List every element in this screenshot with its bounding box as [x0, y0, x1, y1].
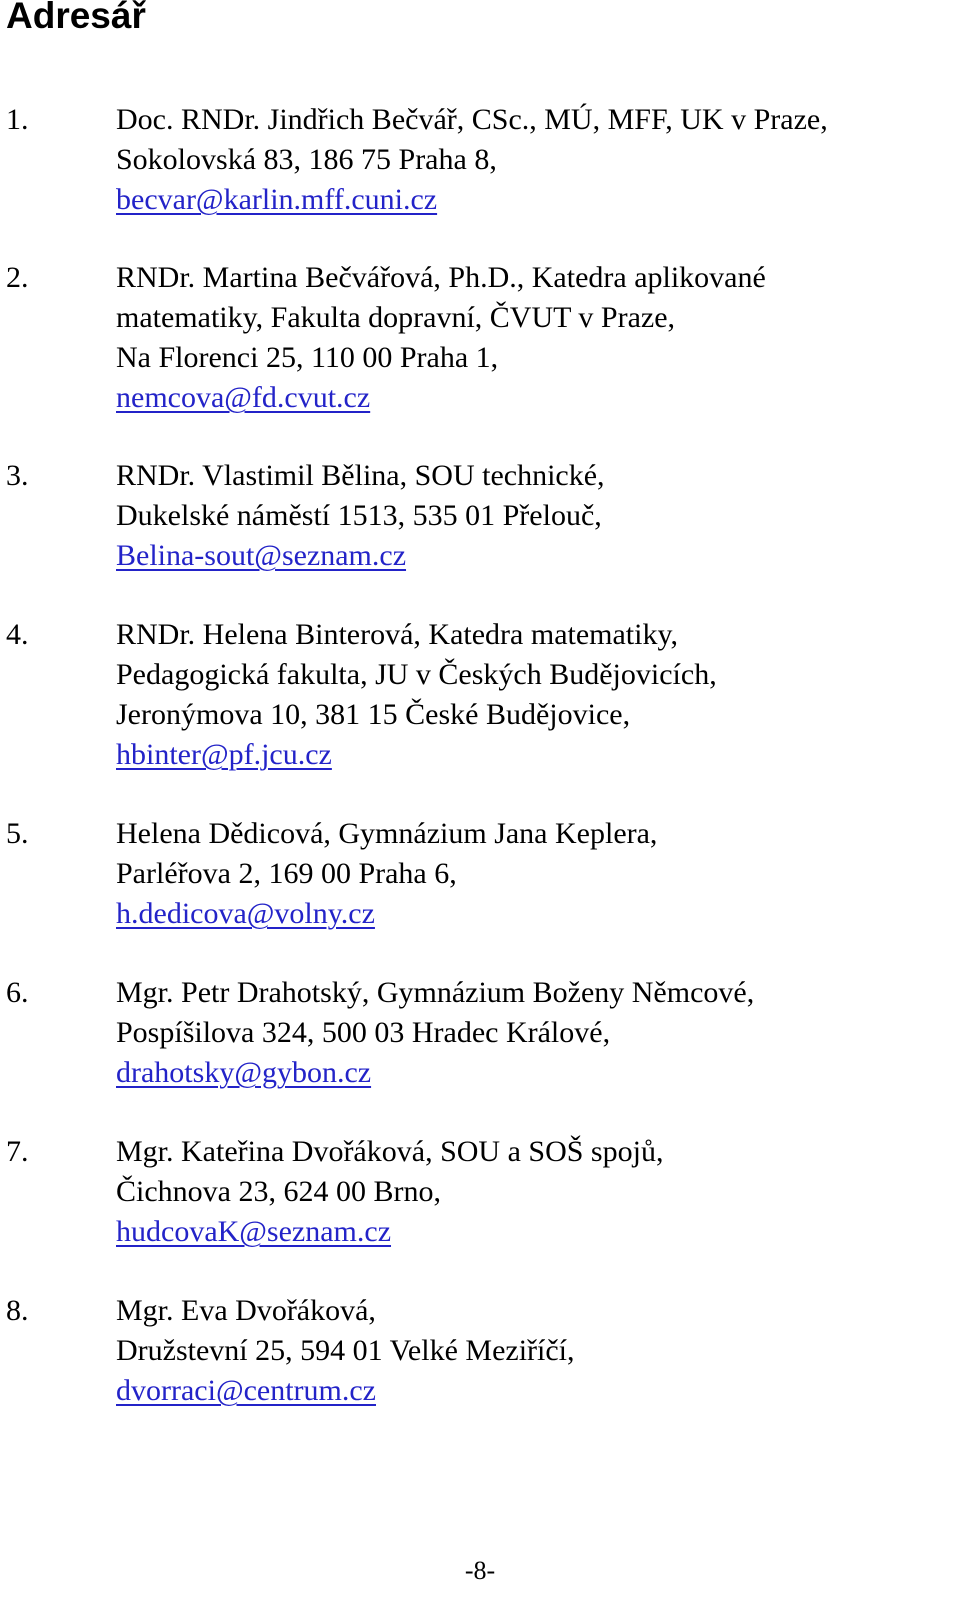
address-line: RNDr. Vlastimil Bělina, SOU technické,: [116, 459, 605, 492]
email-link[interactable]: nemcova@fd.cvut.cz: [116, 381, 371, 414]
address-line: Pedagogická fakulta, JU v Českých Budějovicích,: [116, 658, 717, 691]
page-title: Adresář: [6, 0, 146, 36]
entry-number: 4.: [6, 618, 29, 651]
entry-number: 8.: [6, 1294, 29, 1327]
address-line: Pospíšilova 324, 500 03 Hradec Králové,: [116, 1016, 611, 1049]
address-line: Jeronýmova 10, 381 15 České Budějovice,: [116, 698, 631, 731]
entry-number: 6.: [6, 976, 29, 1009]
entry-number: 5.: [6, 817, 29, 850]
address-line: Doc. RNDr. Jindřich Bečvář, CSc., MÚ, MFF, UK v Praze,: [116, 103, 828, 136]
email-link[interactable]: hbinter@pf.jcu.cz: [116, 738, 332, 771]
address-line: Sokolovská 83, 186 75 Praha 8,: [116, 143, 497, 176]
entry-number: 3.: [6, 459, 29, 492]
email-link[interactable]: Belina-sout@seznam.cz: [116, 539, 407, 572]
entry-number: 2.: [6, 261, 29, 294]
address-line: RNDr. Helena Binterová, Katedra matematiky,: [116, 618, 679, 651]
page-number: -8-: [464, 1556, 496, 1585]
address-line: Mgr. Eva Dvořáková,: [116, 1294, 376, 1327]
address-line: Družstevní 25, 594 01 Velké Meziříčí,: [116, 1334, 575, 1367]
address-line: RNDr. Martina Bečvářová, Ph.D., Katedra aplikované: [116, 261, 766, 294]
email-link[interactable]: dvorraci@centrum.cz: [116, 1374, 376, 1407]
address-line: Mgr. Petr Drahotský, Gymnázium Boženy Němcové,: [116, 976, 755, 1009]
address-line: Dukelské náměstí 1513, 535 01 Přelouč,: [116, 499, 602, 532]
email-link[interactable]: drahotsky@gybon.cz: [116, 1056, 372, 1089]
email-link[interactable]: becvar@karlin.mff.cuni.cz: [116, 183, 438, 216]
entry-number: 7.: [6, 1135, 29, 1168]
email-link[interactable]: h.dedicova@volny.cz: [116, 897, 375, 930]
address-line: Parléřova 2, 169 00 Praha 6,: [116, 857, 457, 890]
address-line: matematiky, Fakulta dopravní, ČVUT v Praze,: [116, 301, 676, 334]
address-line: Na Florenci 25, 110 00 Praha 1,: [116, 341, 499, 374]
entry-number: 1.: [6, 103, 29, 136]
address-line: Helena Dědicová, Gymnázium Jana Keplera,: [116, 817, 658, 850]
email-link[interactable]: hudcovaK@seznam.cz: [116, 1215, 392, 1248]
address-line: Čichnova 23, 624 00 Brno,: [116, 1175, 441, 1208]
address-line: Mgr. Kateřina Dvořáková, SOU a SOŠ spojů,: [116, 1135, 664, 1168]
